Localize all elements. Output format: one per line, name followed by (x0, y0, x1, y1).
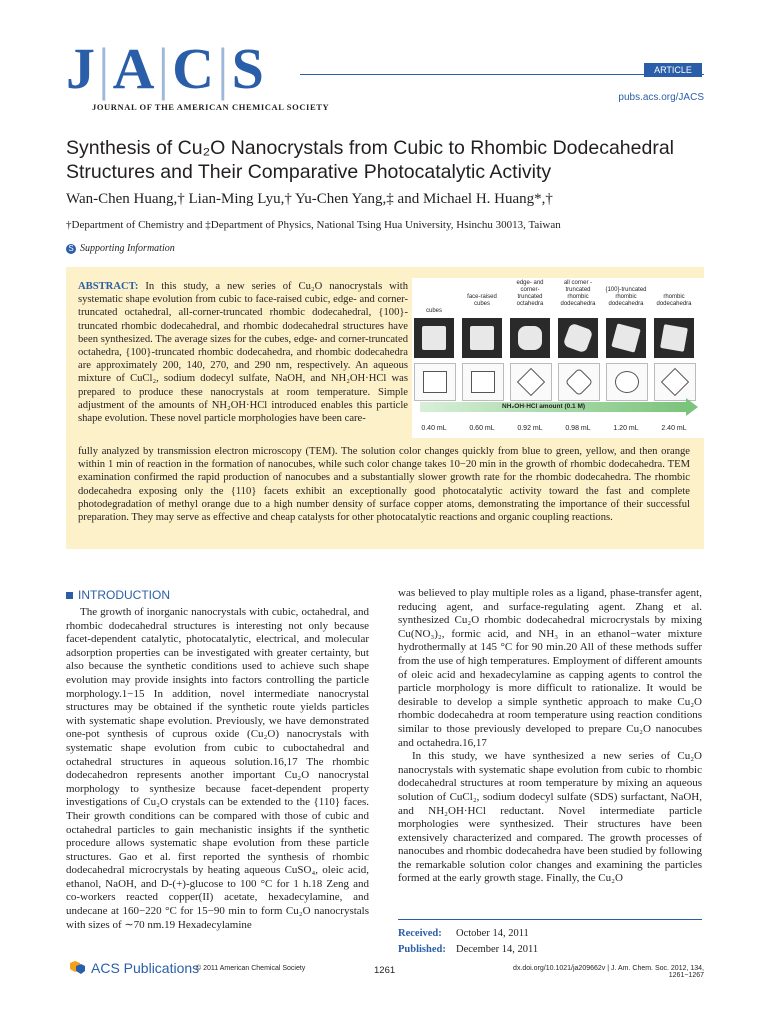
received-date: October 14, 2011 (456, 928, 529, 939)
body-paragraph: In this study, we have synthesized a new series of Cu₂O nanocrystals with systematic shape evolution from cubic to rhombic dodecahedral structures at room temperature by mixing an aqueous solution of CuCl₂, sodium dodecyl sulfate (SDS) surfactant, NaOH, and NH₂OH·HCl reductant. Novel intermediate particle morphologies were synthesized. Their structures have been extensively characterized and compared. The growth processes of nanocubes and rhombic dodecahedra have been studied by following the remarkable solution color changes and examining the particles formed at the early growth stage. Finally, the Cu₂O (398, 750, 702, 885)
section-heading-label: INTRODUCTION (78, 588, 170, 602)
publisher-name: ACS Publications (91, 960, 200, 976)
published-label: Published: (398, 944, 446, 955)
article-dates (398, 919, 702, 958)
right-column (398, 587, 702, 886)
acs-hexagon-icon (66, 961, 86, 975)
column-label: {100}-truncated rhombic dodecahedra (605, 287, 647, 307)
authors: Wan-Chen Huang,† Lian-Ming Lyu,† Yu-Chen Yang,‡ and Michael H. Huang*,† (66, 191, 553, 207)
column-label: face-raised cubes (467, 294, 497, 307)
published-row (398, 942, 702, 958)
column-label: all corner -truncated rhombic dodecahedra (560, 280, 596, 307)
volume-label: 2.40 mL (661, 425, 687, 432)
abstract-text (78, 280, 408, 425)
abstract-label: ABSTRACT: (78, 281, 139, 292)
logo-letter: J (66, 36, 96, 101)
model-octahedra (510, 363, 552, 401)
acs-publications-logo[interactable] (66, 960, 199, 976)
volume-label: 0.98 mL (565, 425, 591, 432)
model-cube (414, 363, 456, 401)
supporting-info-label: Supporting Information (80, 243, 175, 254)
volume-label: 0.92 mL (517, 425, 543, 432)
model-face-raised-cube (462, 363, 504, 401)
tem-image-cube (414, 318, 454, 358)
tem-image-rd (654, 318, 694, 358)
supporting-info-link[interactable] (66, 243, 175, 254)
volume-label: 0.40 mL (421, 425, 447, 432)
published-date: December 14, 2011 (456, 944, 539, 955)
toc-figure (412, 278, 704, 438)
tem-image-corner-truncated-rd (558, 318, 598, 358)
logo-letter: C (172, 36, 216, 101)
body-paragraph: The growth of inorganic nanocrystals with cubic, octahedral, and rhombic dodecahedral structures is interesting not only because facet-dependent catalytic, photocatalytic, electrical, and molecular adsorption properties can be investigated with greater certainty, but also because the synthetic conditions used to achieve such shape evolution may provide insights into factors controlling the particle morphology.1−15 In addition, novel intermediate nanocrystal structures may be obtained if the synthetic route yields particles with systematic shape evolution. Previously, we have demonstrated one-pot synthesis of cuprous oxide (Cu₂O) nanocrystals with systematic shape evolution from cubic to cuboctahedral and octahedral structures in aqueous solution.16,17 The rhombic dodecahedron represents another important Cu₂O nanocrystal morphology to synthesize because facet-dependent property investigations of Cu₂O crystals can be extended to the {110} faces. Their growth conditions can be compared with those of cubic and octahedral particles to gain mechanistic insights if the synthetic procedure allows systematic shape evolution from these particle structures. Gao et al. first reported the synthesis of rhombic dodecahedral microcrystals by heating aqueous CuSO₄, oleic acid, ethanol, NaOH, and D-(+)-glucose to 100 °C for 1 h.18 Zeng and co-workers reacted copper(II) acetate, hexadecylamine, and undecane at 160−220 °C for 15−90 min to form Cu₂O nanocrystals with sizes of ∼70 nm.19 Hexadecylamine (66, 606, 369, 931)
received-row (398, 926, 702, 942)
page-number: 1261 (374, 965, 396, 976)
tem-image-octahedra (510, 318, 550, 358)
title-line-2: Structures and Their Comparative Photocatalytic Activity (66, 161, 552, 183)
column-label: edge- and corner- truncated octahedra (516, 280, 544, 307)
model-corner-truncated-rd (558, 363, 600, 401)
journal-name: JOURNAL OF THE AMERICAN CHEMICAL SOCIETY (92, 102, 330, 112)
title-line-1: Synthesis of Cu₂O Nanocrystals from Cubic to Rhombic Dodecahedral (66, 137, 674, 159)
article-tag: ARTICLE (644, 63, 702, 77)
left-column (66, 606, 369, 932)
amount-arrow-head (686, 398, 698, 416)
tem-image-face-raised-cube (462, 318, 502, 358)
abstract-text-continued: fully analyzed by transmission electron microscopy (TEM). The solution color changes quickly from blue to green, yellow, and then orange within 1 min of reaction in the formation of nanocubes, while such color change takes 10−20 min in the growth of rhombic dodecahedra. TEM examination confirmed the rapid production of nanocubes and a substantially slower growth rate for the rhombic dodecahedra. The rhombic dodecahedra exposing only the {110} facets exhibit an exceptionally good photocatalytic activity toward the fast and complete photodegradation of methyl orange due to a high number density of surface copper atoms, demonstrating the importance of their successful preparation. They may serve as effective and cheap catalysts for other photocatalytic reactions and organic coupling reactions. (78, 446, 690, 524)
column-label: rhombic dodecahedra (656, 294, 692, 307)
doi-citation[interactable]: dx.doi.org/10.1021/ja209662v | J. Am. Chem. Soc. 2012, 134, 1261−1267 (513, 965, 704, 979)
copyright: © 2011 American Chemical Society (196, 965, 306, 972)
received-label: Received: (398, 928, 442, 939)
body-paragraph: was believed to play multiple roles as a ligand, phase-transfer agent, reducing agent, and surface-regulating agent. Zhang et al. synthesized Cu₂O rhombic dodecahedral microcrystals by mixing Cu(NO₃)₂, formic acid, and NH₃ in an ethanol−water mixture hydrothermally at 145 °C for 90 min.20 All of these methods suffer from the use of high temperatures. Employment of different amounts of oleic acid and hexadecylamine as capping agents to control the particle morphology is more difficult to rationalize. It would be desirable to develop a simple synthetic approach to make Cu₂O rhombic dodecahedra at room temperature using reaction conditions similar to those previously developed to prepare Cu₂O nanocubes and octahedra.16,17 (398, 587, 702, 749)
journal-logo: J|A|C|S (66, 36, 265, 101)
model-rd (654, 363, 696, 401)
journal-url[interactable]: pubs.acs.org/JACS (618, 92, 704, 103)
abstract-part-1: In this study, a new series of Cu₂O nanocrystals with systematic shape evolution from cubic to face-raised cubic, edge- and corner-truncated octahedral, all-corner-truncated rhombic dodecahedral, {100}-truncated rhombic dodecahedral, and rhombic dodecahedral structures have been synthesized. The average sizes for the cubes, edge- and corner-truncated octahedra, {100}-truncated rhombic dodecahedra, and rhombic dodecahedra are approximately 200, 140, 270, and 290 nm, respectively. An aqueous mixture of CuCl₂, sodium dodecyl sulfate, NaOH, and NH₂OH·HCl was prepared to produce these nanocrystals at room temperature. Simple adjustment of the amounts of NH₂OH·HCl introduced enables this particle shape evolution. These novel particle morphologies have been care- (78, 281, 408, 425)
volume-label: 0.60 mL (469, 425, 495, 432)
supporting-info-icon: S (66, 244, 76, 254)
column-label: cubes (425, 308, 442, 314)
volume-label: 1.20 mL (613, 425, 639, 432)
model-100-truncated-rd (606, 363, 648, 401)
paper-title (66, 136, 726, 184)
section-heading (66, 588, 170, 602)
logo-letter: S (231, 36, 265, 101)
affiliation: †Department of Chemistry and ‡Department of Physics, National Tsing Hua University, Hsinchu 30013, Taiwan (66, 219, 561, 231)
logo-letter: A (112, 36, 156, 101)
amount-label: NH₂OH·HCl amount (0.1 M) (502, 403, 586, 410)
tem-image-100-truncated-rd (606, 318, 646, 358)
section-marker-icon (66, 592, 73, 599)
